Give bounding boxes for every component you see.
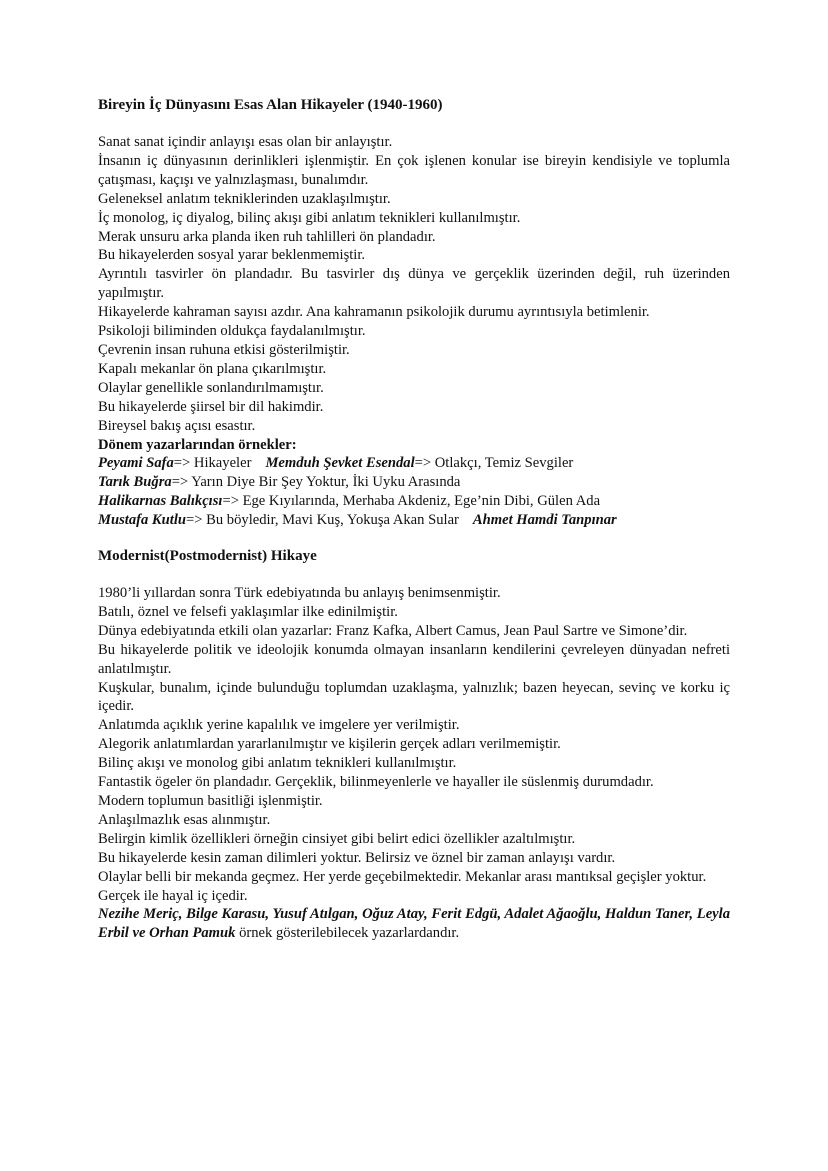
section1-line: Psikoloji biliminden oldukça faydalanılmıştır. (98, 323, 366, 340)
section2-line: Bilinç akışı ve monolog gibi anlatım teknikleri kullanılmıştır. (98, 755, 457, 772)
writer-line (98, 454, 730, 473)
section1-line: Hikayelerde kahraman sayısı azdır. Ana kahramanın psikolojik durumu ayrıntısıyla betimlenir. (98, 304, 650, 321)
section1-line: Merak unsuru arka planda iken ruh tahlilleri ön plandadır. (98, 228, 436, 245)
section1-line: İç monolog, iç diyalog, bilinç akışı gibi anlatım teknikleri kullanılmıştır. (98, 209, 521, 226)
section1-line: Sanat sanat içindir anlayışı esas olan bir anlayıştır. (98, 134, 393, 150)
writer-name: Tarık Buğra (98, 474, 172, 491)
section2-line: Batılı, öznel ve felsefi yaklaşımlar ilke edinilmiştir. (98, 603, 398, 620)
section1-line: İnsanın iç dünyasının derinlikleri işlenmiştir. En çok işlenen konular ise bireyin kendisiyle ve toplumla çatışması, kaçışı ve yalnızlaşması, bunalımdır. (98, 152, 730, 188)
writer-works: => Yarın Diye Bir Şey Yoktur, İki Uyku Arasında (171, 474, 461, 491)
section1-title: Bireyin İç Dünyasını Esas Alan Hikayeler (1940-1960) (98, 97, 443, 113)
writer-name: Mustafa Kutlu (98, 512, 187, 529)
section2-line: Alegorik anlatımlardan yararlanılmıştır ve kişilerin gerçek adları verilmemiştir. (98, 736, 561, 753)
writers-heading: Dönem yazarlarından örnekler: (98, 436, 297, 453)
section2-writers-suffix: örnek gösterilebilecek yazarlardandır. (235, 925, 460, 942)
writer-name: Ahmet Hamdi Tanpınar (472, 512, 617, 529)
section2-line: Fantastik ögeler ön plandadır. Gerçeklik, bilinmeyenlerle ve hayaller ile süslenmiş durumdadır. (98, 774, 654, 791)
section1-line: Bu hikayelerde şiirsel bir dil hakimdir. (98, 398, 324, 415)
writer-name: Peyami Safa (98, 455, 174, 472)
section2-writer-names: Nezihe Meriç, Bilge Karasu, Yusuf Atılgan, Oğuz Atay, Ferit Edgü, Adalet Ağaoğlu, Haldun Taner, Leyla Erbil ve Orhan Pamuk (98, 906, 730, 942)
section2-line: Olaylar belli bir mekanda geçmez. Her yerde geçebilmektedir. Mekanlar arası mantıksal geçişler yoktur. (98, 868, 707, 885)
section1-line: Bireysel bakış açısı esastır. (98, 417, 256, 434)
section1-line: Kapalı mekanlar ön plana çıkarılmıştır. (98, 360, 327, 377)
section1-line: Geleneksel anlatım tekniklerinden uzaklaşılmıştır. (98, 190, 391, 207)
writer-works: => Bu böyledir, Mavi Kuş, Yokuşa Akan Sular (186, 512, 459, 529)
section1-line: Olaylar genellikle sonlandırılmamıştır. (98, 379, 324, 396)
writer-works: => Hikayeler (173, 455, 252, 472)
section2-line: Dünya edebiyatında etkili olan yazarlar: Franz Kafka, Albert Camus, Jean Paul Sartre ve Simone’dir. (98, 622, 688, 639)
writer-works: => Ege Kıyılarında, Merhaba Akdeniz, Ege’nin Dibi, Gülen Ada (222, 493, 601, 510)
section2-line: Anlatımda açıklık yerine kapalılık ve imgelere yer verilmiştir. (98, 717, 460, 734)
section2-line: Bu hikayelerde kesin zaman dilimleri yoktur. Belirsiz ve öznel bir zaman anlayışı vardır. (98, 849, 616, 866)
section1-line: Bu hikayelerden sosyal yarar beklenmemiştir. (98, 247, 366, 264)
section2-line: Bu hikayelerde politik ve ideolojik konumda olmayan insanların kendilerini çevreleyen dünyadan nefreti anlatılmıştır. (98, 641, 730, 677)
writer-name: Halikarnas Balıkçısı (98, 493, 223, 510)
section2-line: Gerçek ile hayal iç içedir. (98, 887, 248, 904)
section2-line: Kuşkular, bunalım, içinde bulunduğu toplumdan uzaklaşma, yalnızlık; bazen heyecan, sevinç ve korku iç içedir. (98, 679, 730, 715)
writer-line (98, 492, 730, 511)
section2-title: Modernist(Postmodernist) Hikaye (98, 548, 317, 565)
section2-line: 1980’li yıllardan sonra Türk edebiyatında bu anlayış benimsenmiştir. (98, 585, 501, 602)
section1-line: Çevrenin insan ruhuna etkisi gösterilmiştir. (98, 341, 350, 358)
section2-writers (98, 905, 730, 943)
writer-name: Memduh Şevket Esendal (265, 455, 415, 472)
section2-line: Anlaşılmazlık esas alınmıştır. (98, 811, 271, 828)
section1-line: Ayrıntılı tasvirler ön plandadır. Bu tasvirler dış dünya ve gerçeklik üzerinden değil, ruh üzerinden yapılmıştır. (98, 266, 730, 302)
section2-line: Modern toplumun basitliği işlenmiştir. (98, 793, 323, 809)
writer-line (98, 473, 730, 492)
document-content (98, 96, 730, 943)
writer-line (98, 511, 730, 530)
writer-works: => Otlakçı, Temiz Sevgiler (414, 455, 574, 472)
section2-line: Belirgin kimlik özellikleri örneğin cinsiyet gibi belirt edici özellikler azaltılmıştır. (98, 830, 576, 847)
